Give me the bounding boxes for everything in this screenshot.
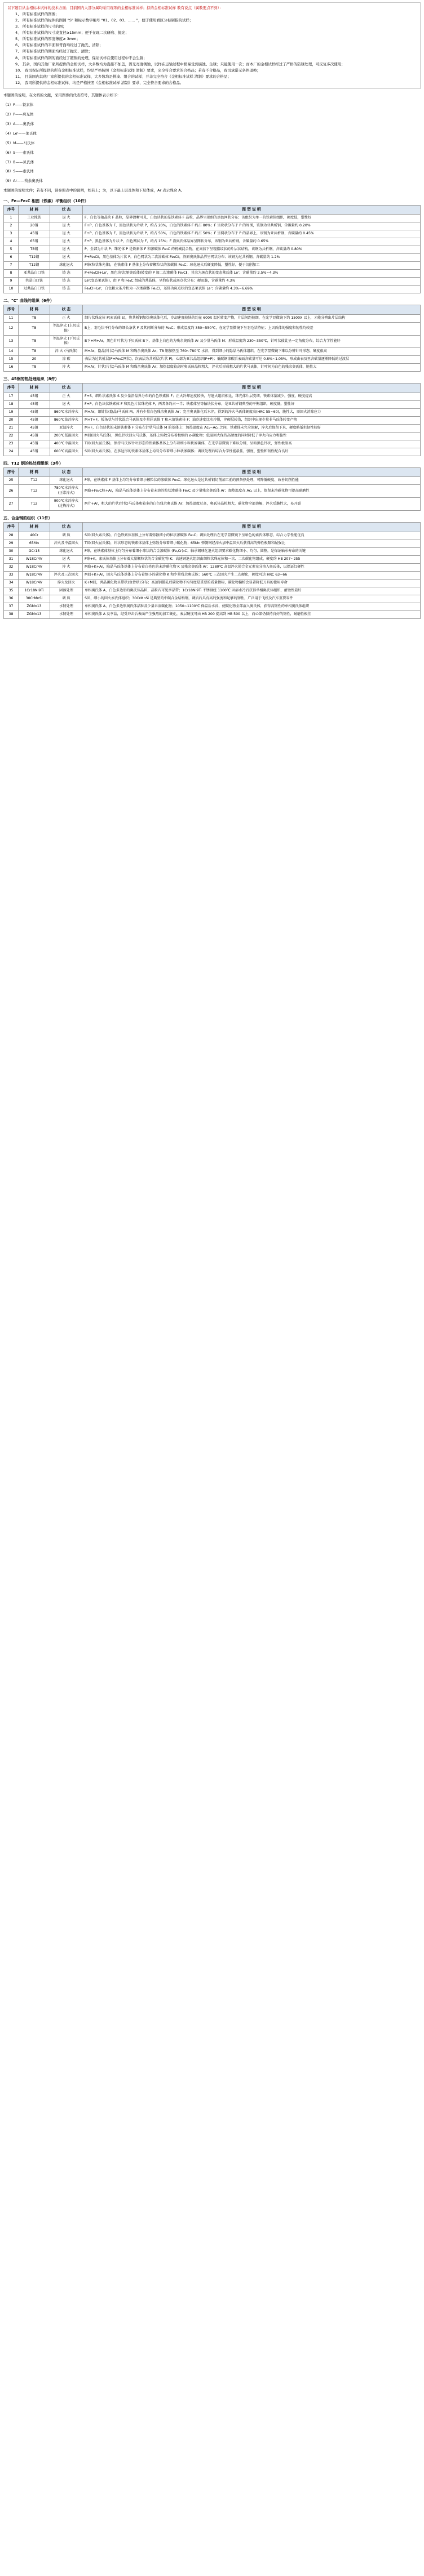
description-cell: P+Fe₃CⅡ+Le'，黑色块状(原奥氏体)转变的 P 加二次渗碳体 Fe₃CⅡ，其余为斑点状的变态莱氏体 Le'；含碳量约 2.5%~4.3% bbox=[83, 270, 421, 278]
state-cell: 退 火 bbox=[50, 555, 83, 563]
row-index: 15 bbox=[4, 356, 19, 364]
specimen-table bbox=[3, 467, 421, 511]
column-header: 图 型 说 明 bbox=[83, 523, 421, 532]
table-row bbox=[4, 432, 421, 440]
description-cell: M隐+Fe₃C粒+Ar，隐晶马氏体基体上分布着未溶的粒状渗碳体 Fe₃C 及少量残余奥氏体 Ar；加热温度在 Ac₁ 以上，保留未溶碳化物可提高耐磨性 bbox=[83, 485, 421, 498]
state-cell: 等温淬火 (上贝氏体) bbox=[50, 322, 83, 335]
description-cell: M+Ar，针状(片状)马氏体 M 和残余奥氏体 Ar；加热温度较高时奥氏体晶粒粗大，淬火后形成粗大的片状马氏体，针叶间为白色的残余奥氏体，脆性大 bbox=[83, 364, 421, 372]
material-cell: W18Cr4V bbox=[19, 571, 50, 579]
state-cell: 淬 火 (马氏体) bbox=[50, 348, 83, 356]
row-index: 27 bbox=[4, 498, 19, 511]
description-cell: M片+Ar，粗大的片状(针状)马氏体和较多的白色残余奥氏体 Ar；加热温度过高，奥氏体晶粒粗大，碳化物全部溶解，淬火后脆性大，易开裂 bbox=[83, 498, 421, 511]
description-cell: K+M回，共晶碳化物呈带状(鱼骨状)分布；高速钢锻轧后碳化物不均匀度是重要的质量指标，碳化物偏析会显著降低刀具的使用寿命 bbox=[83, 579, 421, 587]
description-cell: P，全部为片状 P；珠光体 P 是铁素体 F 和渗碳体 Fe₃C 的机械混合物，在高倍下呈现指纹状的片层状结构，该钢为共析钢，含碳量约 0.80% bbox=[83, 246, 421, 254]
description-cell: S回(回火索氏体)，在多边形的铁素体基体上均匀分布着细小粒状渗碳体；调质处理后综合力学性能最佳，强度、塑性和韧性配合良好 bbox=[83, 448, 421, 456]
table-row bbox=[4, 356, 421, 364]
intro-line: 10、 我司保证所提供的所有金相标准试样，均是严格按照《金相标准试样 清制》要求，完全符合要求的合格品；若有不合格品，我司承诺无条件退换； bbox=[15, 68, 260, 73]
material-cell: W18Cr4V bbox=[19, 579, 50, 587]
material-cell: 20钢 bbox=[19, 222, 50, 230]
state-cell: 铸 态 bbox=[50, 286, 83, 293]
specimen-table bbox=[3, 383, 421, 456]
state-cell: 球化退火 bbox=[50, 547, 83, 555]
material-cell: T12 bbox=[19, 498, 50, 511]
description-cell: F+P，白色基体为 F，黑色块状为片状 P，约占 50%，白色的铁素体 F 约占 50%；F 呈网状分布于 P 的晶界上，该钢为亚共析钢，含碳量约 0.45% bbox=[83, 230, 421, 238]
state-cell: 淬 火 bbox=[50, 563, 83, 571]
state-cell: 淬火及回火 bbox=[50, 579, 83, 587]
row-index: 20 bbox=[4, 416, 19, 424]
row-index: 28 bbox=[4, 532, 19, 540]
intro-title: 以下题目从金相标本试样的技术方面；目前国内大部分属均采用现项的金相标准试样；拟的金相标准试样 教有说点（属教要点不到）： bbox=[7, 6, 223, 10]
column-header: 图 型 说 明 bbox=[83, 205, 421, 215]
table-row bbox=[4, 595, 421, 603]
sections-container bbox=[3, 198, 421, 619]
section-title: 五、合金钢的组织（11件） bbox=[3, 516, 52, 521]
row-index: 31 bbox=[4, 555, 19, 563]
description-cell: M隐+K+Ar，隐晶马氏体基体上分布着白亮色的未溶碳化物 K 及残余奥氏体 Ar；1280℃ 高温淬火使合金元素充分溶入奥氏体，以保证红硬性 bbox=[83, 563, 421, 571]
state-cell: 600℃高温回火 bbox=[50, 448, 83, 456]
description-cell: M+Ar，隐晶(针状)马氏体 M 和残余奥氏体 Ar；T8 钢加热至 760~780℃ 水淬，得到细小的隐晶马氏体组织，在光学显微镜下难以分辨针叶形态，硬度很高 bbox=[83, 348, 421, 356]
table-row bbox=[4, 238, 421, 246]
column-header: 材 料 bbox=[19, 305, 50, 315]
note-items bbox=[3, 102, 421, 184]
note-item: （5）M——马氏体 bbox=[3, 140, 35, 145]
table-row bbox=[4, 498, 421, 511]
row-index: 29 bbox=[4, 540, 19, 547]
table-row bbox=[4, 547, 421, 555]
material-cell: ZGMn13 bbox=[19, 603, 50, 610]
table-row bbox=[4, 477, 421, 485]
table-row bbox=[4, 364, 421, 372]
section-title: 一、Fe—Fe₃C 相图（铁碳）平衡组织（10件） bbox=[3, 198, 89, 203]
document-page bbox=[0, 0, 424, 630]
material-cell: 45钢 bbox=[19, 432, 50, 440]
description-cell: B上，羽毛状平行分布的细长条状 F 及其间断分布的 Fe₃C；形成温度约 350~550℃，在光学显微镜下呈羽毛状特征；上贝氏体的强度和韧性均较差 bbox=[83, 322, 421, 335]
description-cell: F+P，黑色基体为片状 P，白色网状为 F，约占 15%；F 沿奥氏体晶界呈网状分布，该钢为亚共析钢，含碳量约 0.65% bbox=[83, 238, 421, 246]
description-cell: F+P，白色基体为 F，黑色块状为片状 P，约占 20%，白色的铁素体 F 约占 80%；F 呈块状分布于 P 的周围，该钢为亚共析钢，含碳量约 0.20% bbox=[83, 222, 421, 230]
state-cell: 淬 火 bbox=[50, 364, 83, 372]
note-footer: 本题图的说明文件；若有不同，请参照表中的说明，如若上；为，以下最上层及体和下层体成，Ar 表示残余 A。 bbox=[3, 188, 185, 193]
state-cell: 退 火 bbox=[50, 400, 83, 408]
material-cell: 45钢 bbox=[19, 230, 50, 238]
state-cell: 900℃水冷淬火 (过热淬火) bbox=[50, 498, 83, 511]
description-cell: M回(回火马氏体)，黑色针状回火马氏体，基体上弥散分布着极细的 ε-碳化物；低温回火保持高硬度的同时降低了淬火内应力和脆性 bbox=[83, 432, 421, 440]
table-row bbox=[4, 532, 421, 540]
note-item: （7）B——贝氏体 bbox=[3, 159, 34, 164]
row-index: 12 bbox=[4, 322, 19, 335]
row-index: 14 bbox=[4, 348, 19, 356]
state-cell: 860℃水冷淬火 bbox=[50, 408, 83, 416]
row-index: 5 bbox=[4, 246, 19, 254]
intro-line: 9、 其余，国内其他厂家所提供的金相试样，大多数均为直接不加盖，因光亮度锈蚀，试样在运输过程中极易受到腐蚀、生锈；只能使用一次；而本厂的金相试样经过了严格的防锈处理，可反复多次使用； bbox=[15, 61, 345, 66]
description-cell: F，白色等轴晶块 F 晶粒，晶界清晰可见，白色块状的是铁素体 F 晶粒，晶界呈现细的黑色网状分布；该组织为单一的铁素体组织，硬度低，塑性好 bbox=[83, 215, 421, 222]
column-header: 状 态 bbox=[50, 305, 83, 315]
description-cell: M+Ar，细针状(隐晶)马氏体 M，并有少量白色残余奥氏体 Ar；完全奥氏体化后水淬，得到的淬火马氏体硬度高(HRC 55~60)，脆性大，需回火消除应力 bbox=[83, 408, 421, 416]
state-cell: 正 火 bbox=[50, 393, 83, 400]
state-cell: 渗 碳 bbox=[50, 356, 83, 364]
material-cell: 40Cr bbox=[19, 532, 50, 540]
table-row bbox=[4, 348, 421, 356]
intro-line: 12、 我司所提供的金相标准试样，均是严格按照《金相标准试样 清制》要求，完全符合要求的合格品。 bbox=[15, 80, 184, 85]
state-cell: 退 火 bbox=[50, 254, 83, 262]
table-row bbox=[4, 215, 421, 222]
state-cell: 水韧处理 bbox=[50, 603, 83, 610]
row-index: 25 bbox=[4, 477, 19, 485]
row-index: 23 bbox=[4, 440, 19, 448]
row-index: 26 bbox=[4, 485, 19, 498]
material-cell: T12钢 bbox=[19, 254, 50, 262]
column-header: 序号 bbox=[4, 467, 19, 477]
material-cell: 45钢 bbox=[19, 400, 50, 408]
column-header: 材 料 bbox=[19, 467, 50, 477]
table-row bbox=[4, 603, 421, 610]
row-index: 32 bbox=[4, 563, 19, 571]
row-index: 34 bbox=[4, 579, 19, 587]
state-cell: 退 火 bbox=[50, 215, 83, 222]
description-cell: F+P，白色块状铁素体 F 和黑色片状珠光体 P，两者各约占一半；铁素体呈等轴块状分布，是亚共析钢典型的平衡组织，硬度低，塑性好 bbox=[83, 400, 421, 408]
column-header: 序号 bbox=[4, 384, 19, 393]
description-cell: 单相奥氏体 A 及孪晶，经受冲击后表面产生强烈的加工硬化，表层硬度可由 HB 200 提高到 HB 500 以上，而心部仍保持良好的韧性，耐磨性极佳 bbox=[83, 610, 421, 618]
description-cell: T回(回火屈氏体)，保持马氏体针叶形态的铁素体基体上分布着细小粒状渗碳体，在光学显微镜下难以分辨，呈暗黑色针状，弹性极限高 bbox=[83, 440, 421, 448]
section-title: 二、"C" 曲线的组织（6件） bbox=[3, 298, 54, 303]
row-index: 16 bbox=[4, 364, 19, 372]
row-index: 2 bbox=[4, 222, 19, 230]
row-index: 37 bbox=[4, 603, 19, 610]
row-index: 30 bbox=[4, 547, 19, 555]
row-index: 18 bbox=[4, 400, 19, 408]
column-header: 材 料 bbox=[19, 205, 50, 215]
material-cell: 亚共晶白口铁 bbox=[19, 270, 50, 278]
material-cell: W18Cr4V bbox=[19, 563, 50, 571]
description-cell: 单相奥氏体 A，白色多边形的奥氏体晶粒，晶粒内可见孪晶带；1Cr18Ni9Ti 不锈钢经 1100℃ 固溶水冷后获得单相奥氏体组织，耐蚀性最好 bbox=[83, 587, 421, 595]
column-header: 状 态 bbox=[50, 205, 83, 215]
row-index: 36 bbox=[4, 595, 19, 603]
state-cell: 淬火及三次回火 bbox=[50, 571, 83, 579]
column-header: 材 料 bbox=[19, 384, 50, 393]
intro-line: 6、 所有标准试样的平面和背面均经过了抛光、清除； bbox=[15, 43, 103, 48]
table-row bbox=[4, 222, 421, 230]
row-index: 11 bbox=[4, 314, 19, 322]
table-row bbox=[4, 571, 421, 579]
intro-line: 1、 所有标准试样的图像； bbox=[15, 12, 59, 17]
intro-line: 7、 所有标准试样的侧面均经过了抛光、清除； bbox=[15, 49, 92, 54]
row-index: 9 bbox=[4, 278, 19, 286]
material-cell: 45钢 bbox=[19, 393, 50, 400]
note-item: （1）F——铁素体 bbox=[3, 102, 34, 108]
table-row bbox=[4, 254, 421, 262]
table-row bbox=[4, 540, 421, 547]
material-cell: T8 bbox=[19, 314, 50, 322]
state-cell: 780℃水冷淬火 (正常淬火) bbox=[50, 485, 83, 498]
table-row bbox=[4, 579, 421, 587]
material-cell: 20 bbox=[19, 356, 50, 364]
description-cell: P球，在铁素体基体上均匀分布着细小球状的合金渗碳体 (Fe,Cr)₃C；轴承钢球化退火组织要求碳化物细小、均匀、圆整，是保证轴承寿命的关键 bbox=[83, 547, 421, 555]
description-cell: 细片状珠光体 P(索氏体 S)，将共析钢加热奥氏体化后，冷却速度较快的约在 600X 温区转变产物，片层间距较细，在光学显微镜下约 1500X 以上，才能分辨出片层结构 bbox=[83, 314, 421, 322]
section-title: 三、45钢的热处理组织（8件） bbox=[3, 377, 59, 382]
column-header: 序号 bbox=[4, 305, 19, 315]
row-index: 3 bbox=[4, 230, 19, 238]
table-row bbox=[4, 286, 421, 293]
column-header: 图 型 说 明 bbox=[83, 467, 421, 477]
material-cell: T8 bbox=[19, 335, 50, 348]
state-cell: 退 火 bbox=[50, 230, 83, 238]
description-cell: P球(粒状珠光体)，在铁素体 F 基体上分布着颗粒状的渗碳体 Fe₃C；球化退火后硬度降低，塑性好，便于切削加工 bbox=[83, 262, 421, 270]
note-item: （3）A——奥氏体 bbox=[3, 121, 34, 126]
table-row bbox=[4, 278, 421, 286]
state-cell: 退 火 bbox=[50, 238, 83, 246]
row-index: 38 bbox=[4, 610, 19, 618]
row-index: 1 bbox=[4, 215, 19, 222]
material-cell: W18Cr4V bbox=[19, 555, 50, 563]
column-header: 序号 bbox=[4, 523, 19, 532]
column-header: 序号 bbox=[4, 205, 19, 215]
row-index: 7 bbox=[4, 262, 19, 270]
state-cell: 调 质 bbox=[50, 595, 83, 603]
specimen-table bbox=[3, 205, 421, 293]
state-cell: 正 火 bbox=[50, 314, 83, 322]
note-title: 本题图的说明，在文档的文献，采用图像的代表符号，其题体表示如下： bbox=[3, 93, 121, 98]
description-cell: M+T+F，板条状与针状混合马氏体及少量屈氏体 T 和未溶铁素体 F；油冷速度比水冷慢，淬硬层较浅，组织中出现少量非马氏体转变产物 bbox=[83, 416, 421, 424]
material-cell: 1Cr18Ni9Ti bbox=[19, 587, 50, 595]
intro-line: 11、 目前国内其他厂家所提供的金相标准试样，大多数均是拼凑、组合的试样；并非完全符合《金相标准试样 清制》要求的合格品； bbox=[15, 74, 231, 79]
material-cell: 45钢 bbox=[19, 448, 50, 456]
state-cell: 400℃中温回火 bbox=[50, 440, 83, 448]
material-cell: ZGMn13 bbox=[19, 610, 50, 618]
state-cell: 球化退火 bbox=[50, 262, 83, 270]
description-cell: B下+M+Ar，黑色针叶状为下贝氏体 B下，基体上白色的为残余奥氏体 Ar 及少量马氏体 M；形成温度约 230~350℃，针叶状彼此呈一定角度分布，综合力学性能好 bbox=[83, 335, 421, 348]
intro-block bbox=[3, 2, 421, 89]
table-row bbox=[4, 587, 421, 595]
table-row bbox=[4, 416, 421, 424]
description-cell: M回+K+Ar，回火马氏体基体上分布着细小的碳化物 K 和少量残余奥氏体；560℃ 三次回火产生二次硬化，硬度可达 HRC 63~66 bbox=[83, 571, 421, 579]
row-index: 33 bbox=[4, 571, 19, 579]
column-header: 状 态 bbox=[50, 384, 83, 393]
table-row bbox=[4, 322, 421, 335]
column-header: 状 态 bbox=[50, 523, 83, 532]
state-cell: 铸 态 bbox=[50, 270, 83, 278]
state-cell: 退 火 bbox=[50, 222, 83, 230]
column-header: 状 态 bbox=[50, 467, 83, 477]
state-cell: 淬火及中温回火 bbox=[50, 540, 83, 547]
description-cell: T回(回火屈氏体)，针状形态的铁素体基体上弥散分布着细小碳化物；65Mn 弹簧钢经淬火加中温回火后获得高的弹性极限和屈强比 bbox=[83, 540, 421, 547]
intro-line: 8、 所有标准试样的钢的面经过了镀镍的处理，保证试样在使用过程中不会生锈； bbox=[15, 55, 147, 60]
row-index: 10 bbox=[4, 286, 19, 293]
intro-line: 2、 所有标准试样的标件的图图 "S" 和标示数字编号 "01、02、03、…… "，便于使用看区分标别指的试样； bbox=[15, 18, 193, 23]
material-cell: 65Mn bbox=[19, 540, 50, 547]
table-row bbox=[4, 246, 421, 254]
description-cell: S回(回火索氏体)，白色铁素体基体上分布着弥散细小的粒状渗碳体 Fe₃C；调质处理后在光学显微镜下呈暗色的索氏体形态，综合力学性能优良 bbox=[83, 532, 421, 540]
description-cell: Le'(变态莱氏体)，由 P 和 Fe₃C 组成的共晶体，呈豹皮状或斑点状分布；硬而脆，含碳量约 4.3% bbox=[83, 278, 421, 286]
table-row bbox=[4, 448, 421, 456]
material-cell: T8 bbox=[19, 322, 50, 335]
row-index: 8 bbox=[4, 270, 19, 278]
intro-lines bbox=[7, 11, 417, 86]
state-cell: 亚温淬火 bbox=[50, 424, 83, 432]
table-row bbox=[4, 230, 421, 238]
material-cell: T12 bbox=[19, 485, 50, 498]
intro-line: 5、 所有标准试样的厚度薄度≥ 3mm； bbox=[15, 37, 81, 42]
material-cell: T12钢 bbox=[19, 262, 50, 270]
note-item: （4）Le'——莱氏体 bbox=[3, 131, 37, 136]
row-index: 17 bbox=[4, 393, 19, 400]
intro-line: 4、 所有标准试样的尺寸或直径≥15mm；便于在现二次研磨、抛光； bbox=[15, 30, 129, 35]
row-index: 13 bbox=[4, 335, 19, 348]
material-cell: 过共晶白口铁 bbox=[19, 286, 50, 293]
row-index: 35 bbox=[4, 587, 19, 595]
table-row bbox=[4, 440, 421, 448]
section-title: 四、T12 钢的热处理组织（3件） bbox=[3, 461, 63, 466]
state-cell: 860℃油冷淬火 bbox=[50, 416, 83, 424]
state-cell: 球化退火 bbox=[50, 477, 83, 485]
state-cell: 铸 态 bbox=[50, 278, 83, 286]
table-row bbox=[4, 262, 421, 270]
description-cell: 单相奥氏体 A，白色多边形奥氏体晶粒及少量未溶碳化物；1050~1100℃ 保温后水淬，使碳化物全部溶入奥氏体，获得高韧性的单相奥氏体组织 bbox=[83, 603, 421, 610]
table-row bbox=[4, 424, 421, 432]
material-cell: T8钢 bbox=[19, 246, 50, 254]
material-cell: 45钢 bbox=[19, 408, 50, 416]
column-header: 图 型 说 明 bbox=[83, 384, 421, 393]
column-header: 图 型 说 明 bbox=[83, 305, 421, 315]
description-cell: P球+K，索氏体基体上分布着大量颗粒状的合金碳化物 K；高速钢退火组织由细粒状珠光体和一次、二次碳化物组成，硬度约 HB 207~255 bbox=[83, 555, 421, 563]
note-item: （9）Ar——残余奥氏体 bbox=[3, 179, 43, 184]
table-row bbox=[4, 400, 421, 408]
material-cell: T12 bbox=[19, 477, 50, 485]
row-index: 6 bbox=[4, 254, 19, 262]
material-cell: T8 bbox=[19, 364, 50, 372]
note-item: （6）S——索氏体 bbox=[3, 150, 34, 155]
material-cell: 30CrMnSi bbox=[19, 595, 50, 603]
note-item: （2）P——珠光体 bbox=[3, 112, 34, 117]
material-cell: 共晶白口铁 bbox=[19, 278, 50, 286]
state-cell: 水韧处理 bbox=[50, 610, 83, 618]
description-cell: P+Fe₃CⅡ，黑色基体为片状 P，白色网状为二次渗碳体 Fe₃CⅡ，沿原奥氏体晶界呈网状分布；该钢为过共析钢，含碳量约 1.2% bbox=[83, 254, 421, 262]
symbol-note bbox=[3, 92, 421, 193]
specimen-table bbox=[3, 522, 421, 618]
table-row bbox=[4, 314, 421, 322]
table-row bbox=[4, 485, 421, 498]
table-row bbox=[4, 563, 421, 571]
row-index: 4 bbox=[4, 238, 19, 246]
material-cell: 45钢 bbox=[19, 416, 50, 424]
description-cell: 表层为过共析层(P+Fe₃C网状)，次表层为共析层(片状 P)，心部为亚共晶组织(F+P)；低碳钢渗碳后表面含碳量可达 0.8%~1.05%，形成由表及里含碳量逐渐降低的过渡层 bbox=[83, 356, 421, 364]
table-row bbox=[4, 408, 421, 416]
description-cell: F+S，细片状索氏体 S 及少量沿晶界分布的白色铁素体 F；正火冷却速度较快，与退火组织相比，珠光体片层变细，铁素体量减少，强度、硬度提高 bbox=[83, 393, 421, 400]
intro-line: 3、 所有标准试样的尺寸的图； bbox=[15, 24, 67, 29]
row-index: 21 bbox=[4, 424, 19, 432]
material-cell: GCr15 bbox=[19, 547, 50, 555]
note-item: （8）S——索氏体 bbox=[3, 169, 34, 174]
state-cell: 等温淬火 (下贝氏体) bbox=[50, 335, 83, 348]
table-row bbox=[4, 555, 421, 563]
description-cell: P球，在铁素体 F 基体上均匀分布着细小颗粒状的渗碳体 Fe₃C；球化退火是过共析钢切削加工前的预备热处理，可降低硬度、改善切削性能 bbox=[83, 477, 421, 485]
state-cell: 调 质 bbox=[50, 532, 83, 540]
material-cell: 65钢 bbox=[19, 238, 50, 246]
description-cell: M+F，白色块状的未溶铁素体 F 分布在针状马氏体 M 的基体上；加热温度在 Ac₁~Ac₃ 之间，铁素体未完全溶解，淬火后保留下来，硬度略低但韧性较好 bbox=[83, 424, 421, 432]
table-row bbox=[4, 610, 421, 618]
table-row bbox=[4, 393, 421, 400]
material-cell: 45钢 bbox=[19, 424, 50, 432]
state-cell: 退 火 bbox=[50, 246, 83, 254]
specimen-table bbox=[3, 305, 421, 372]
material-cell: T8 bbox=[19, 348, 50, 356]
row-index: 22 bbox=[4, 432, 19, 440]
row-index: 24 bbox=[4, 448, 19, 456]
description-cell: Fe₃CⅠ+Le'，白色粗大条片状为一次渗碳体 Fe₃CⅠ，基体为斑点状的变态莱氏体 Le'；含碳量约 4.3%~6.69% bbox=[83, 286, 421, 293]
state-cell: 固溶处理 bbox=[50, 587, 83, 595]
description-cell: S回，细小的回火索氏体组织；30CrMnSi 是典型的中碳合金结构钢，调质后具有高的强度和足够的韧性，广泛用于飞机及汽车重要零件 bbox=[83, 595, 421, 603]
material-cell: 45钢 bbox=[19, 440, 50, 448]
state-cell: 200℃低温回火 bbox=[50, 432, 83, 440]
row-index: 19 bbox=[4, 408, 19, 416]
table-row bbox=[4, 270, 421, 278]
column-header: 材 料 bbox=[19, 523, 50, 532]
material-cell: 工业纯铁 bbox=[19, 215, 50, 222]
table-row bbox=[4, 335, 421, 348]
